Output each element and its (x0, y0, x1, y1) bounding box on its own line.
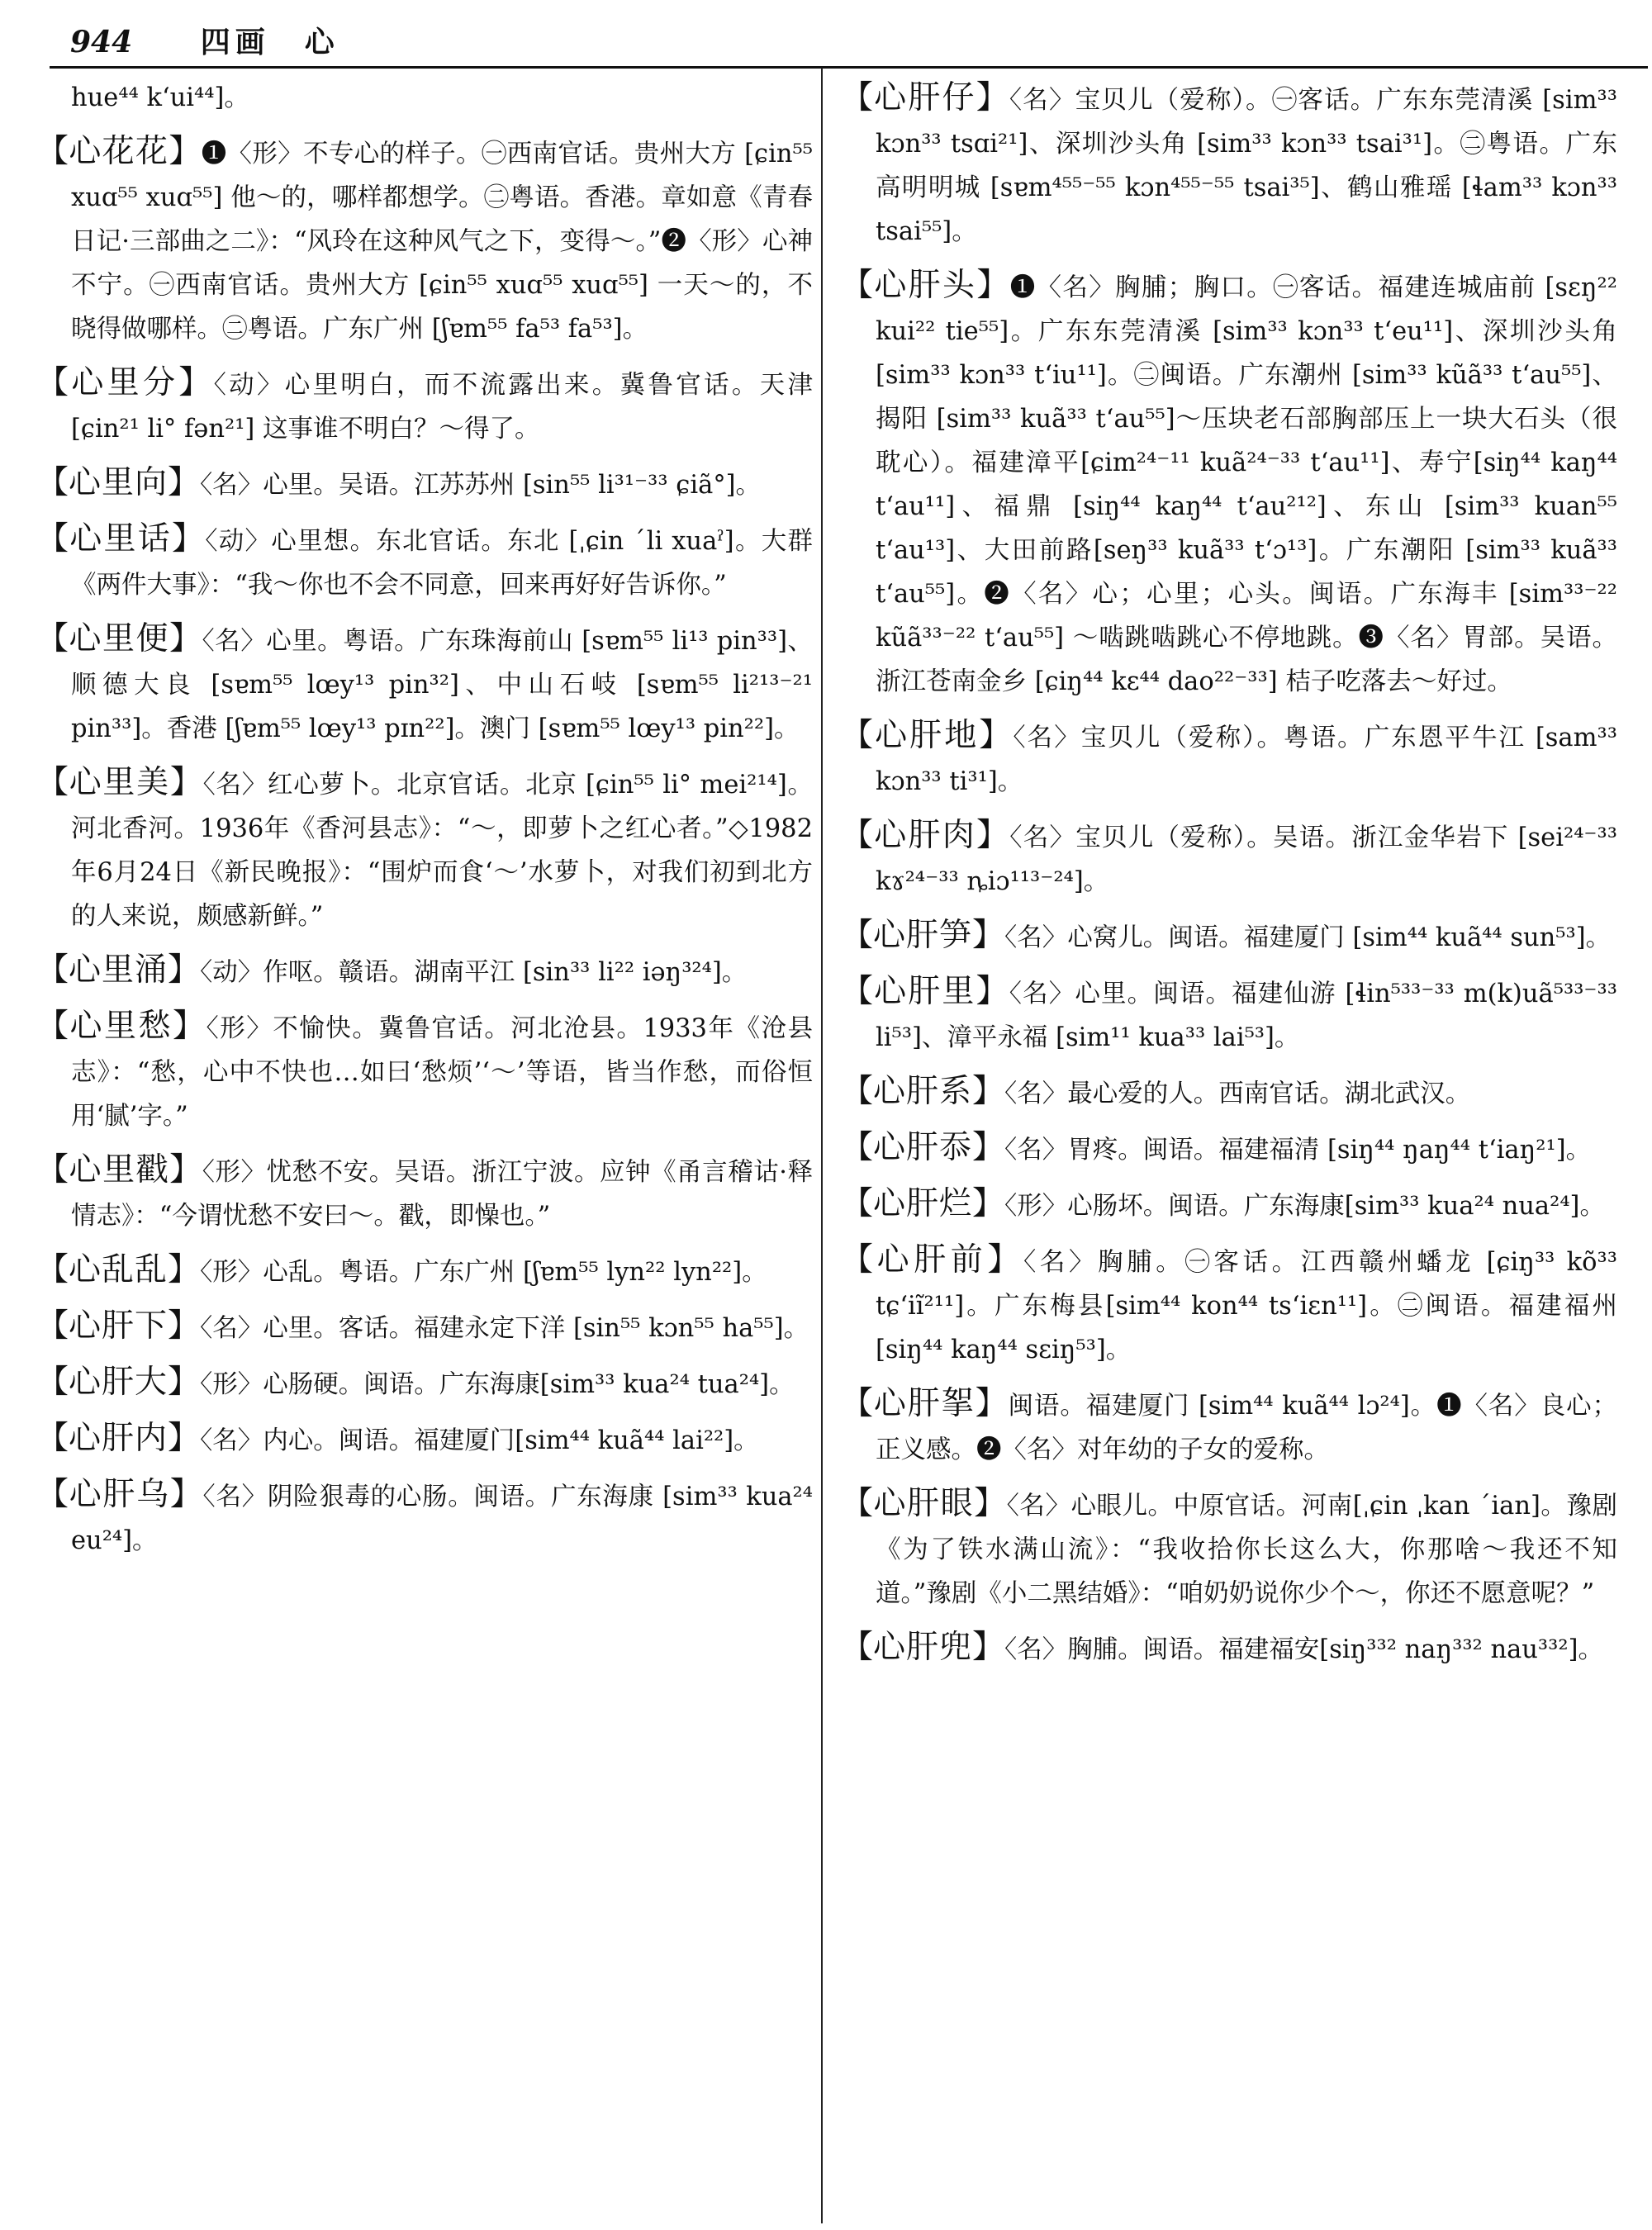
entry-text: 〈名〉心里。粤语。广东珠海前山 [sɐm⁵⁵ li¹³ pin³³]、顺德大良 [sɐm⁵⁵ lœy¹³ pin³²]、中山石岐 [sɐm⁵⁵ li²¹³⁻²¹ pin³³]。香港 [ʃɐm⁵⁵ lœy¹³ pɪn²²]。澳门 [sɐm⁵⁵ lœy¹³ pin²²]。 (71, 627, 813, 743)
entry-headword: 心里美 (69, 764, 170, 801)
dictionary-entry: 【心肝挐】闽语。福建厦门 [sim⁴⁴ kuã⁴⁴ lɔ²⁴]。❶〈名〉良心；正义感。❷〈名〉对年幼的子女的爱称。 (841, 1385, 1617, 1464)
entry-text: 〈名〉胃疼。闽语。福建福清 [siŋ⁴⁴ ŋaŋ⁴⁴ t‘iaŋ²¹]。 (1004, 1136, 1592, 1165)
dictionary-entry: 【心肝头】❶〈名〉胸脯；胸口。㊀客话。福建连城庙前 [sɛŋ²² kui²² tie⁵⁵]。广东东莞清溪 [sim³³ kɔn³³ t‘eu¹¹]、深圳沙头角 [sim³³ kɔn³³ t‘iu¹¹]。㊁闽语。广东潮州 [sim³³ kũã³³ t‘au⁵⁵]、揭阳 [sim³³ kuã³³ t‘au⁵⁵]～压块老石部胸部压上一块大石头（很耽心）。福建漳平[ɕim²⁴⁻¹¹ kuã²⁴⁻³³ t‘au¹¹]、寿宁[siŋ⁴⁴ kaŋ⁴⁴ t‘au¹¹]、福鼎 [siŋ⁴⁴ kaŋ⁴⁴ t‘au²¹²]、东山 [sim³³ kuan⁵⁵ t‘au¹³]、大田前路[seŋ³³ kuã³³ t‘ɔ¹³]。广东潮阳 [sim³³ kuã³³ t‘au⁵⁵]。❷〈名〉心；心里；心头。闽语。广东海丰 [sim³³⁻²² kũã³³⁻²² t‘au⁵⁵] ～啮跳啮跳心不停地跳。❸〈名〉胃部。吴语。浙江苍南金乡 [ɕiŋ⁴⁴ kɛ⁴⁴ dao²²⁻³³] 桔子吃落去～好过。 (841, 267, 1617, 696)
entry-headword: 心里话 (69, 520, 173, 558)
page-number: 944 (70, 25, 133, 59)
entry-text: hue⁴⁴ k‘ui⁴⁴]。 (71, 83, 249, 112)
entry-headword: 心肝忝 (873, 1129, 973, 1166)
dictionary-entry: 【心肝眼】〈名〉心眼儿。中原官话。河南[ˌɕin ˌkan ˊian]。豫剧《为了铁水满山流》：“我收拾你长这么大，你那啥～我还不知道。”豫剧《小二黑结婚》：“咱奶奶说你少个～，你还不愿意呢？” (841, 1485, 1617, 1608)
dictionary-entry: 【心肝内】〈名〉内心。闽语。福建厦门[sim⁴⁴ kuã⁴⁴ lai²²]。 (36, 1420, 759, 1457)
entry-headword: 心肝前 (876, 1241, 988, 1279)
entry-headword: 心肝系 (873, 1073, 973, 1110)
entry-text: 〈名〉最心爱的人。西南官话。湖北武汉。 (1004, 1079, 1471, 1108)
column-divider (821, 68, 823, 2223)
section-title: 四画 心 (200, 25, 339, 59)
entry-headword: 心里愁 (69, 1008, 173, 1045)
entry-headword: 心肝内 (69, 1420, 169, 1457)
entry-text: 〈名〉心窝儿。闽语。福建厦门 [sim⁴⁴ kuã⁴⁴ sun⁵³]。 (1004, 923, 1612, 952)
entry-text: 〈名〉胸脯。㊀客话。江西赣州蟠龙 [ɕiŋ³³ kõ³³ tɕ‘iĩ²¹¹]。广东梅县[sim⁴⁴ kon⁴⁴ ts‘iɛn¹¹]。㊁闽语。福建福州 [siŋ⁴⁴ kaŋ⁴⁴ sɛiŋ⁵³]。 (876, 1248, 1617, 1364)
dictionary-entry: 【心肝前】〈名〉胸脯。㊀客话。江西赣州蟠龙 [ɕiŋ³³ kõ³³ tɕ‘iĩ²¹¹]。广东梅县[sim⁴⁴ kon⁴⁴ ts‘iɛn¹¹]。㊁闽语。福建福州 [siŋ⁴⁴ kaŋ⁴⁴ sɛiŋ⁵³]。 (841, 1241, 1617, 1364)
dictionary-entry: 【心肝笋】〈名〉心窝儿。闽语。福建厦门 [sim⁴⁴ kuã⁴⁴ sun⁵³]。 (841, 917, 1612, 954)
entry-headword: 心肝里 (874, 973, 976, 1010)
dictionary-entry: 【心肝地】〈名〉宝贝儿（爱称）。粤语。广东恩平牛江 [sam³³ kɔn³³ ti³¹]。 (841, 717, 1617, 796)
entry-headword: 心肝头 (874, 267, 977, 304)
dictionary-entry: 【心里美】〈名〉红心萝卜。北京官话。北京 [ɕin⁵⁵ li° mei²¹⁴]。河北香河。1936年《香河县志》：“～，即萝卜之红心者。”◇1982年6月24日《新民晚报》：“围炉而食‘～’水萝卜，对我们初到北方的人来说，颇感新鲜。” (36, 764, 813, 931)
entry-text: 〈形〉心肠坏。闽语。广东海康[sim³³ kua²⁴ nua²⁴]。 (1004, 1192, 1605, 1221)
entry-headword: 心肝乌 (69, 1476, 170, 1513)
entry-text: 闽语。福建厦门 [sim⁴⁴ kuã⁴⁴ lɔ²⁴]。❶〈名〉良心；正义感。❷〈名〉对年幼的子女的爱称。 (876, 1392, 1617, 1464)
entry-text: 〈名〉胸脯。闽语。福建福安[siŋ³³² naŋ³³² nau³³²]。 (1004, 1635, 1604, 1664)
header-rule (50, 66, 1648, 69)
entry-headword: 心里分 (71, 364, 179, 401)
page-header (70, 18, 1648, 66)
entry-text: 〈名〉宝贝儿（爱称）。粤语。广东恩平牛江 [sam³³ kɔn³³ ti³¹]。 (876, 724, 1617, 796)
entry-headword: 心肝兜 (873, 1629, 973, 1666)
entry-headword: 心肝挐 (873, 1385, 976, 1422)
dictionary-entry: 【心乱乱】〈形〉心乱。粤语。广东广州 [ʃɐm⁵⁵ lyn²² lyn²²]。 (36, 1251, 767, 1288)
entry-text: 〈名〉心里。闽语。福建仙游 [ɬin⁵³³⁻³³ m(k)uã⁵³³⁻³³ li⁵³]、漳平永福 [sim¹¹ kua³³ lai⁵³]。 (876, 980, 1617, 1052)
dictionary-entry: 【心肝仔】〈名〉宝贝儿（爱称）。㊀客话。广东东莞清溪 [sim³³ kɔn³³ tsɑi²¹]、深圳沙头角 [sim³³ kɔn³³ tsai³¹]。㊁粤语。广东高明明城 [sɐm⁴⁵⁵⁻⁵⁵ kɔn⁴⁵⁵⁻⁵⁵ tsai³⁵]、鹤山雅瑶 [ɬam³³ kɔn³³ tsai⁵⁵]。 (841, 79, 1617, 246)
entry-text: 〈形〉心肠硬。闽语。广东海康[sim³³ kua²⁴ tua²⁴]。 (200, 1370, 795, 1399)
entry-text: ❶〈名〉胸脯；胸口。㊀客话。福建连城庙前 [sɛŋ²² kui²² tie⁵⁵]。广东东莞清溪 [sim³³ kɔn³³ t‘eu¹¹]、深圳沙头角 [sim³³ kɔn³³ t‘iu¹¹]。㊁闽语。广东潮州 [sim³³ kũã³³ t‘au⁵⁵]、揭阳 [sim³³ kuã³³ t‘au⁵⁵]～压块老石部胸部压上一块大石头（很耽心）。福建漳平[ɕim²⁴⁻¹¹ kuã²⁴⁻³³ t‘au¹¹]、寿宁[siŋ⁴⁴ kaŋ⁴⁴ t‘au¹¹]、福鼎 [siŋ⁴⁴ kaŋ⁴⁴ t‘au²¹²]、东山 [sim³³ kuan⁵⁵ t‘au¹³]、大田前路[seŋ³³ kuã³³ t‘ɔ¹³]。广东潮阳 [sim³³ kuã³³ t‘au⁵⁵]。❷〈名〉心；心里；心头。闽语。广东海丰 [sim³³⁻²² kũã³³⁻²² t‘au⁵⁵] ～啮跳啮跳心不停地跳。❸〈名〉胃部。吴语。浙江苍南金乡 [ɕiŋ⁴⁴ kɛ⁴⁴ dao²²⁻³³] 桔子吃落去～好过。 (876, 273, 1617, 696)
continuation-text (36, 76, 813, 120)
entry-headword: 心肝仔 (874, 79, 976, 116)
entry-text: 〈名〉宝贝儿（爱称）。吴语。浙江金华岩下 [sei²⁴⁻³³ kɤ²⁴⁻³³ ȵiɔ¹¹³⁻²⁴]。 (876, 823, 1617, 896)
entry-headword: 心肝烂 (873, 1185, 973, 1222)
entry-text: 〈动〉作呕。赣语。湖南平江 [sin³³ li²² iəŋ³²⁴]。 (200, 958, 748, 987)
dictionary-entry: 【心里愁】〈形〉不愉快。冀鲁官话。河北沧县。1933年《沧县志》：“愁，心中不快也…如曰‘愁烦’‘～’等语，皆当作愁，而俗恒用‘腻’字。” (36, 1008, 813, 1131)
right-column (841, 76, 1617, 2223)
entry-text: 〈动〉心里想。东北官话。东北 [ˌɕin ˊli xuaˀ]。大群《两件大事》：“我～你也不会不同意，回来再好好告诉你。” (71, 527, 813, 600)
entry-headword: 心肝肉 (874, 817, 976, 854)
entry-text: 〈名〉心里。客话。福建永定下洋 [sin⁵⁵ kɔn⁵⁵ ha⁵⁵]。 (200, 1314, 809, 1343)
dictionary-entry: 【心肝烂】〈形〉心肠坏。闽语。广东海康[sim³³ kua²⁴ nua²⁴]。 (841, 1185, 1605, 1222)
dictionary-entry: 【心肝里】〈名〉心里。闽语。福建仙游 [ɬin⁵³³⁻³³ m(k)uã⁵³³⁻³³ li⁵³]、漳平永福 [sim¹¹ kua³³ lai⁵³]。 (841, 973, 1617, 1052)
entry-headword: 心乱乱 (69, 1251, 169, 1288)
entry-text: 〈名〉心眼儿。中原官话。河南[ˌɕin ˌkan ˊian]。豫剧《为了铁水满山流》：“我收拾你长这么大，你那啥～我还不知道。”豫剧《小二黑结婚》：“咱奶奶说你少个～，你还不愿意呢？” (876, 1492, 1617, 1608)
entry-text: 〈名〉内心。闽语。福建厦门[sim⁴⁴ kuã⁴⁴ lai²²]。 (200, 1426, 759, 1455)
left-column (36, 76, 813, 2223)
dictionary-entry: 【心里向】〈名〉心里。吴语。江苏苏州 [sin⁵⁵ li³¹⁻³³ ɕiã°]。 (36, 464, 761, 501)
entry-text: 〈形〉心乱。粤语。广东广州 [ʃɐm⁵⁵ lyn²² lyn²²]。 (200, 1258, 767, 1287)
entry-headword: 心里涌 (69, 951, 169, 989)
entry-headword: 心肝地 (875, 717, 980, 754)
dictionary-entry: 【心里分】〈动〉心里明白，而不流露出来。冀鲁官话。天津 [ɕin²¹ li° fən²¹] 这事谁不明白？～得了。 (36, 364, 813, 444)
entry-text: 〈形〉不愉快。冀鲁官话。河北沧县。1933年《沧县志》：“愁，心中不快也…如曰‘愁烦’‘～’等语，皆当作愁，而俗恒用‘腻’字。” (71, 1014, 813, 1131)
entry-text: 〈名〉宝贝儿（爱称）。㊀客话。广东东莞清溪 [sim³³ kɔn³³ tsɑi²¹]、深圳沙头角 [sim³³ kɔn³³ tsai³¹]。㊁粤语。广东高明明城 [sɐm⁴⁵⁵⁻⁵⁵ kɔn⁴⁵⁵⁻⁵⁵ tsai³⁵]、鹤山雅瑶 [ɬam³³ kɔn³³ tsai⁵⁵]。 (876, 86, 1617, 246)
entry-headword: 心肝眼 (873, 1485, 975, 1522)
dictionary-entry: 【心里涌】〈动〉作呕。赣语。湖南平江 [sin³³ li²² iəŋ³²⁴]。 (36, 951, 748, 989)
entry-text: 〈名〉心里。吴语。江苏苏州 [sin⁵⁵ li³¹⁻³³ ɕiã°]。 (200, 471, 761, 500)
dictionary-entry: 【心肝下】〈名〉心里。客话。福建永定下洋 [sin⁵⁵ kɔn⁵⁵ ha⁵⁵]。 (36, 1307, 809, 1345)
dictionary-entry: 【心肝系】〈名〉最心爱的人。西南官话。湖北武汉。 (841, 1073, 1471, 1110)
dictionary-entry: 【心里便】〈名〉心里。粤语。广东珠海前山 [sɐm⁵⁵ li¹³ pin³³]、顺德大良 [sɐm⁵⁵ lœy¹³ pin³²]、中山石岐 [sɐm⁵⁵ li²¹³⁻²¹ pin³³]。香港 [ʃɐm⁵⁵ lœy¹³ pɪn²²]。澳门 [sɐm⁵⁵ lœy¹³ pin²²]。 (36, 620, 813, 743)
dictionary-entry: 【心肝兜】〈名〉胸脯。闽语。福建福安[siŋ³³² naŋ³³² nau³³²]。 (841, 1629, 1604, 1666)
entry-text: 〈动〉心里明白，而不流露出来。冀鲁官话。天津 [ɕin²¹ li° fən²¹] 这事谁不明白？～得了。 (71, 371, 813, 444)
dictionary-entry: 【心里戳】〈形〉忧愁不安。吴语。浙江宁波。应钟《甬言稽诂·释情志》：“今谓忧愁不安曰～。戳，即懆也。” (36, 1151, 813, 1231)
entry-text: 〈名〉阴险狠毒的心肠。闽语。广东海康 [sim³³ kua²⁴ eu²⁴]。 (71, 1483, 813, 1555)
entry-headword: 心肝大 (69, 1364, 169, 1401)
dictionary-entry: 【心肝乌】〈名〉阴险狠毒的心肠。闽语。广东海康 [sim³³ kua²⁴ eu²⁴]。 (36, 1476, 813, 1555)
dictionary-entry: 【心里话】〈动〉心里想。东北官话。东北 [ˌɕin ˊli xuaˀ]。大群《两件大事》：“我～你也不会不同意，回来再好好告诉你。” (36, 520, 813, 600)
entry-headword: 心肝下 (69, 1307, 169, 1345)
entry-text: 〈形〉忧愁不安。吴语。浙江宁波。应钟《甬言稽诂·释情志》：“今谓忧愁不安曰～。戳，即懆也。” (71, 1158, 813, 1231)
dictionary-entry: 【心花花】❶〈形〉不专心的样子。㊀西南官话。贵州大方 [ɕin⁵⁵ xuɑ⁵⁵ xuɑ⁵⁵] 他～的，哪样都想学。㊁粤语。香港。章如意《青春日记·三部曲之二》：“风玲在这种风气之下，变得～。”❷〈形〉心神不宁。㊀西南官话。贵州大方 [ɕin⁵⁵ xuɑ⁵⁵ xuɑ⁵⁵] 一天～的，不晓得做哪样。㊁粤语。广东广州 [ʃɐm⁵⁵ fa⁵³ fa⁵³]。 (36, 133, 813, 344)
entry-headword: 心肝笋 (873, 917, 973, 954)
entry-headword: 心里戳 (69, 1151, 170, 1189)
entry-text: 〈名〉红心萝卜。北京官话。北京 [ɕin⁵⁵ li° mei²¹⁴]。河北香河。1936年《香河县志》：“～，即萝卜之红心者。”◇1982年6月24日《新民晚报》：“围炉而食‘～’水萝卜，对我们初到北方的人来说，颇感新鲜。” (71, 771, 813, 931)
entry-headword: 心里便 (69, 620, 169, 657)
dictionary-entry: 【心肝大】〈形〉心肠硬。闽语。广东海康[sim³³ kua²⁴ tua²⁴]。 (36, 1364, 795, 1401)
entry-headword: 心花花 (69, 133, 169, 170)
entry-text: ❶〈形〉不专心的样子。㊀西南官话。贵州大方 [ɕin⁵⁵ xuɑ⁵⁵ xuɑ⁵⁵] 他～的，哪样都想学。㊁粤语。香港。章如意《青春日记·三部曲之二》：“风玲在这种风气之下，变得～。”❷〈形〉心神不宁。㊀西南官话。贵州大方 [ɕin⁵⁵ xuɑ⁵⁵ xuɑ⁵⁵] 一天～的，不晓得做哪样。㊁粤语。广东广州 [ʃɐm⁵⁵ fa⁵³ fa⁵³]。 (71, 140, 813, 344)
dictionary-entry: 【心肝肉】〈名〉宝贝儿（爱称）。吴语。浙江金华岩下 [sei²⁴⁻³³ kɤ²⁴⁻³³ ȵiɔ¹¹³⁻²⁴]。 (841, 817, 1617, 896)
entry-headword: 心里向 (69, 464, 169, 501)
dictionary-entry: 【心肝忝】〈名〉胃疼。闽语。福建福清 [siŋ⁴⁴ ŋaŋ⁴⁴ t‘iaŋ²¹]。 (841, 1129, 1592, 1166)
